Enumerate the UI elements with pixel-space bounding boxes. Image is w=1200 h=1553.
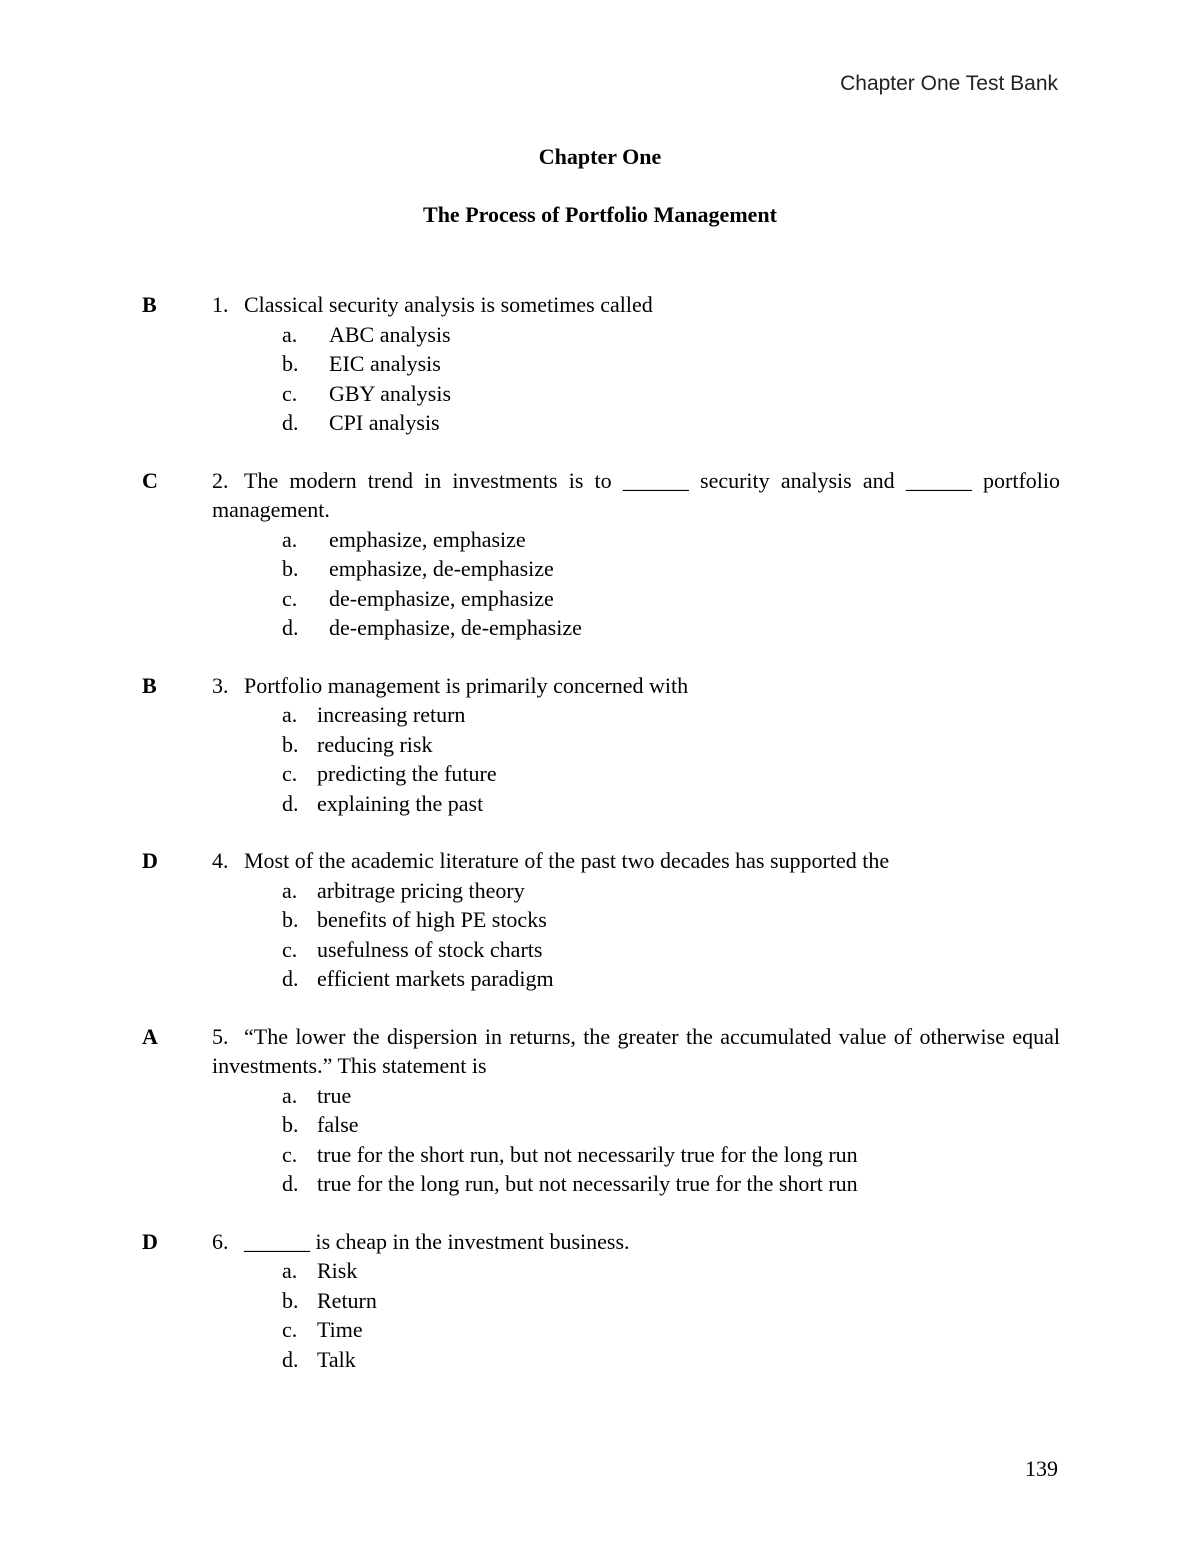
- question-list: [142, 290, 1060, 1402]
- question-stem: [212, 671, 1060, 701]
- option-text: Talk: [317, 1346, 356, 1372]
- option-label: d.: [282, 966, 299, 991]
- question-stem: [212, 1227, 1060, 1257]
- option-text: false: [317, 1112, 359, 1137]
- option-text: Return: [317, 1287, 377, 1313]
- option-text: Risk: [317, 1258, 358, 1283]
- option-label: c.: [282, 1317, 298, 1342]
- option-text: de-emphasize, emphasize: [329, 585, 554, 611]
- option-text: benefits of high PE stocks: [317, 907, 547, 932]
- option-item: [282, 935, 1060, 965]
- option-text: usefulness of stock charts: [317, 936, 543, 962]
- question-text: “The lower the dispersion in returns, the greater the accumulated value of otherwise equal investments.” This statement is: [212, 1023, 1060, 1078]
- option-text: GBY analysis: [329, 380, 452, 406]
- option-item: [282, 905, 1060, 935]
- question-stem: [212, 290, 1060, 320]
- option-label: d.: [282, 1346, 299, 1372]
- option-text: reducing risk: [317, 731, 433, 757]
- option-item: [282, 1169, 1060, 1199]
- option-label: d.: [282, 1171, 299, 1196]
- option-text: EIC analysis: [329, 351, 441, 376]
- option-text: emphasize, emphasize: [329, 526, 526, 552]
- chapter-subtitle: The Process of Portfolio Management: [423, 202, 777, 227]
- question-text: Portfolio management is primarily concerned with: [244, 672, 689, 698]
- option-text: predicting the future: [317, 761, 497, 786]
- question-text: Classical security analysis is sometimes called: [244, 292, 653, 317]
- option-text: emphasize, de-emphasize: [329, 556, 554, 581]
- option-item: [282, 789, 1060, 819]
- question-text: The modern trend in investments is to ______ security analysis and ______ portfolio management.: [212, 467, 1060, 522]
- option-label: d.: [282, 410, 299, 435]
- option-list: [142, 525, 1060, 643]
- option-item: [282, 1286, 1060, 1316]
- option-label: a.: [282, 877, 298, 903]
- option-label: d.: [282, 790, 299, 816]
- option-label: b.: [282, 556, 299, 581]
- option-text: true for the short run, but not necessarily true for the long run: [317, 1141, 858, 1167]
- question-text: ______ is cheap in the investment business.: [244, 1228, 630, 1254]
- option-text: Time: [317, 1317, 363, 1342]
- question-1: [142, 290, 1060, 438]
- option-item: [282, 525, 1060, 555]
- option-item: [282, 730, 1060, 760]
- option-label: c.: [282, 936, 298, 962]
- option-item: [282, 408, 1060, 438]
- chapter-title: Chapter One: [538, 144, 662, 169]
- page-number: 139: [1025, 1456, 1058, 1481]
- option-item: [282, 320, 1060, 350]
- option-item: [282, 554, 1060, 584]
- question-stem: [212, 846, 1060, 876]
- answer-key: B: [142, 292, 157, 317]
- question-5: [142, 1022, 1060, 1199]
- answer-key: D: [142, 848, 158, 873]
- option-text: true: [317, 1082, 352, 1108]
- question-2: [142, 466, 1060, 643]
- question-stem: [212, 1022, 1060, 1081]
- option-label: c.: [282, 1141, 298, 1167]
- option-item: [282, 876, 1060, 906]
- option-label: b.: [282, 907, 299, 932]
- option-list: [142, 1256, 1060, 1374]
- option-label: b.: [282, 1112, 299, 1137]
- option-item: [282, 379, 1060, 409]
- option-label: b.: [282, 731, 299, 757]
- option-text: arbitrage pricing theory: [317, 877, 525, 903]
- option-text: true for the long run, but not necessarily true for the short run: [317, 1171, 858, 1196]
- question-text: Most of the academic literature of the past two decades has supported the: [244, 848, 890, 873]
- option-item: [282, 349, 1060, 379]
- option-item: [282, 964, 1060, 994]
- option-list: [142, 1081, 1060, 1199]
- question-number: 1.: [212, 292, 229, 317]
- option-label: c.: [282, 761, 298, 786]
- option-item: [282, 1140, 1060, 1170]
- question-number: 6.: [212, 1228, 229, 1254]
- answer-key: A: [142, 1023, 158, 1049]
- option-list: [142, 876, 1060, 994]
- option-label: c.: [282, 585, 298, 611]
- option-label: a.: [282, 1082, 298, 1108]
- question-number: 4.: [212, 848, 229, 873]
- running-header: Chapter One Test Bank: [840, 72, 1058, 95]
- option-item: [282, 584, 1060, 614]
- option-text: increasing return: [317, 702, 466, 727]
- question-3: [142, 671, 1060, 819]
- option-item: [282, 1110, 1060, 1140]
- option-item: [282, 1256, 1060, 1286]
- question-4: [142, 846, 1060, 994]
- option-text: explaining the past: [317, 790, 484, 816]
- option-text: de-emphasize, de-emphasize: [329, 615, 582, 640]
- option-label: a.: [282, 321, 298, 347]
- option-item: [282, 759, 1060, 789]
- option-text: CPI analysis: [329, 410, 440, 435]
- option-list: [142, 700, 1060, 818]
- answer-key: D: [142, 1228, 158, 1254]
- question-number: 2.: [212, 467, 229, 493]
- question-number: 3.: [212, 672, 229, 698]
- option-label: d.: [282, 615, 299, 640]
- answer-key: B: [142, 672, 157, 698]
- option-text: ABC analysis: [329, 321, 451, 347]
- option-item: [282, 1315, 1060, 1345]
- option-label: a.: [282, 1258, 298, 1283]
- option-item: [282, 1081, 1060, 1111]
- option-label: b.: [282, 1287, 299, 1313]
- option-item: [282, 700, 1060, 730]
- question-stem: [212, 466, 1060, 525]
- option-label: a.: [282, 702, 298, 727]
- option-text: efficient markets paradigm: [317, 966, 554, 991]
- option-label: a.: [282, 526, 298, 552]
- option-list: [142, 320, 1060, 438]
- question-6: [142, 1227, 1060, 1375]
- option-label: c.: [282, 380, 298, 406]
- answer-key: C: [142, 467, 158, 493]
- option-item: [282, 1345, 1060, 1375]
- option-item: [282, 613, 1060, 643]
- option-label: b.: [282, 351, 299, 376]
- question-number: 5.: [212, 1023, 229, 1049]
